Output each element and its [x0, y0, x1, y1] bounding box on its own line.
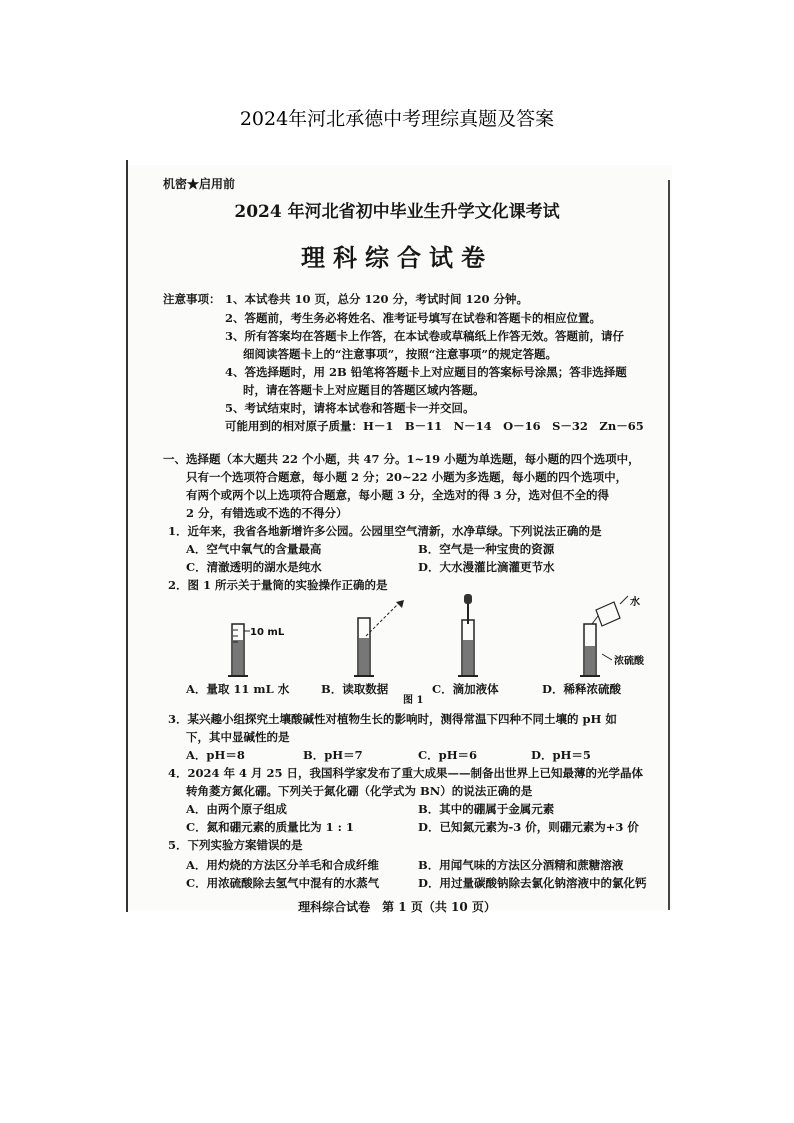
q4-stem-2: 转角菱方氮化硼。下列关于氮化硼（化学式为 BN）的说法正确的是 [186, 784, 533, 798]
q5-option-a: A．用灼烧的方法区分羊毛和合成纤维 [186, 858, 379, 872]
q5-option-c: C．用浓硫酸除去氢气中混有的水蒸气 [186, 876, 380, 890]
q1-option-c: C．清澈透明的湖水是纯水 [186, 560, 322, 574]
q2-option-c: C．滴加液体 [432, 682, 499, 696]
q4-option-c: C．氮和硼元素的质量比为 1 : 1 [186, 820, 354, 834]
q2-option-b: B．读取数据 [321, 682, 389, 696]
q5-option-b: B．用闻气味的方法区分酒精和蔗糖溶液 [418, 858, 624, 872]
exam-name: 2024 年河北省初中毕业生升学文化课考试 [234, 202, 560, 222]
q3-option-a: A．pH＝8 [186, 748, 245, 762]
notice-label: 注意事项： [163, 292, 221, 306]
q1-option-d: D．大水漫灌比滴灌更节水 [418, 560, 555, 574]
q4-option-b: B．其中的硼属于金属元素 [418, 802, 555, 816]
label-10ml: 10 mL [250, 627, 285, 638]
q3-stem-2: 下，其中显碱性的是 [186, 730, 290, 744]
notice-item-2: 2、答题前，考生务必将姓名、准考证号填写在试卷和答题卡的相应位置。 [225, 311, 601, 325]
q3-option-d: D．pH＝5 [531, 748, 591, 762]
label-conc-acid: 浓硫酸 [614, 656, 644, 667]
q2-option-d: D．稀释浓硫酸 [542, 682, 621, 696]
notice-item-4: 4、答选择题时，用 2B 铅笔将答题卡上对应题目的答案标号涂黑；答非选择题 [225, 365, 627, 379]
figure-1-caption: 图 1 [403, 695, 424, 706]
notice-item-5: 5、考试结束时，请将本试卷和答题卡一并交回。 [225, 401, 475, 415]
cylinder-c-icon [458, 594, 478, 676]
page-footer: 理科综合试卷 第 1 页（共 10 页） [298, 900, 496, 914]
section-intro-3: 有两个或两个以上选项符合题意，每小题 3 分，全选对的得 3 分，选对但不全的得 [186, 488, 610, 502]
q2-option-a: A．量取 11 mL 水 [186, 682, 290, 696]
q4-option-a: A．由两个原子组成 [186, 802, 287, 816]
document-title: 2024年河北承德中考理综真题及答案 [239, 108, 555, 130]
cylinder-b-icon [354, 600, 404, 676]
page-edge-right [668, 180, 670, 910]
q1-option-b: B．空气是一种宝贵的资源 [418, 542, 555, 556]
section-intro-4: 2 分，有错选或不选的不得分） [186, 506, 348, 520]
q5-option-d: D．用过量碳酸钠除去氯化钠溶液中的氯化钙 [418, 876, 647, 890]
q1-stem: 1．近年来，我省各地新增许多公园。公园里空气清新，水净草绿。下列说法正确的是 [168, 524, 602, 538]
figure-1-graduated-cylinders [200, 594, 660, 690]
q5-stem: 5．下列实验方案错误的是 [168, 838, 303, 852]
section-intro-2: 只有一个选项符合题意，每小题 2 分；20~22 小题为多选题，每小题的四个选项中， [186, 470, 628, 484]
paper-name: 理科综合试卷 [301, 243, 493, 272]
cylinder-a-icon [228, 624, 250, 676]
notice-item-4-cont: 时，请在答题卡上对应题目的答题区域内答题。 [243, 383, 485, 397]
section-intro-1: 一、选择题（本大题共 22 个小题，共 47 分。1~19 小题为单选题，每小题的四个选项中， [163, 452, 640, 466]
q2-stem: 2．图 1 所示关于量筒的实验操作正确的是 [168, 578, 388, 592]
page-edge-left [126, 160, 128, 912]
q3-option-c: C．pH＝6 [418, 748, 478, 762]
notice-item-3-cont: 细阅读答题卡上的“注意事项”，按照“注意事项”的规定答题。 [243, 347, 557, 361]
atomic-mass-line: 可能用到的相对原子质量：H－1 B－11 N－14 O－16 S－32 Zn－65 [225, 419, 644, 433]
notice-item-3: 3、所有答案均在答题卡上作答，在本试卷或草稿纸上作答无效。答题前，请仔 [225, 329, 624, 343]
q3-stem-1: 3．某兴趣小组探究土壤酸碱性对植物生长的影响时，测得常温下四种不同土壤的 pH 如 [168, 712, 617, 726]
q4-option-d: D．已知氮元素为-3 价，则硼元素为+3 价 [418, 820, 639, 834]
q3-option-b: B．pH＝7 [303, 748, 363, 762]
q1-option-a: A．空气中氧气的含量最高 [186, 542, 322, 556]
label-water: 水 [630, 597, 640, 608]
notice-item-1: 1、本试卷共 10 页，总分 120 分，考试时间 120 分钟。 [225, 292, 529, 306]
confidential-label: 机密★启用前 [163, 177, 236, 191]
q4-stem-1: 4．2024 年 4 月 25 日，我国科学家发布了重大成果——制备出世界上已知最薄的光学晶体 [168, 766, 644, 780]
